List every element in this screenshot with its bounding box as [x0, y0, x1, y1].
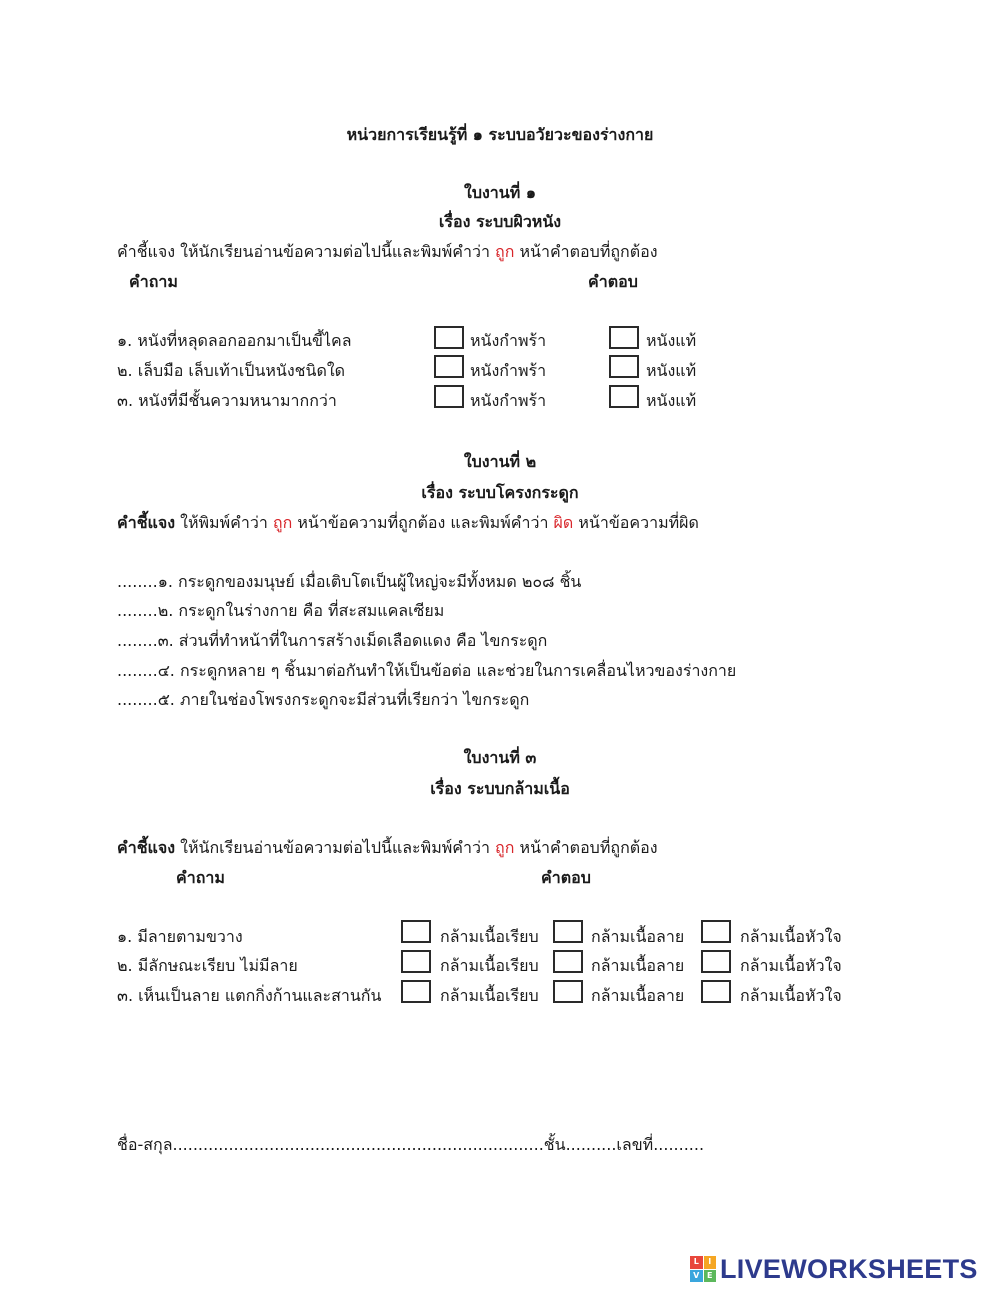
ws1-instr-post: หน้าคำตอบที่ถูกต้อง: [519, 242, 658, 261]
ws3-q2-option-2: กล้ามเนื้อลาย: [591, 956, 685, 975]
ws3-q1-option-2: กล้ามเนื้อลาย: [591, 927, 685, 946]
ws2-instr-wrong-word: ผิด: [553, 513, 574, 532]
liveworksheets-logo: [690, 1254, 978, 1284]
ws1-q3-option-2: หนังแท้: [646, 391, 697, 410]
ws2-item-3[interactable]: ........๓. ส่วนที่ทำหน้าที่ในการสร้างเม็ดเลือดแดง คือ ไขกระดูก: [117, 631, 548, 650]
ws2-topic: เรื่อง ระบบโครงกระดูก: [421, 483, 579, 502]
ws3-q1-answer-box-1[interactable]: [401, 920, 431, 943]
ws3-question-text: ๓. เห็นเป็นลาย แตกกิ่งก้านและสานกัน: [117, 986, 382, 1005]
ws3-q3-option-2: กล้ามเนื้อลาย: [591, 986, 685, 1005]
logo-tile: I: [704, 1256, 717, 1269]
unit-title: หน่วยการเรียนรู้ที่ ๑ ระบบอวัยวะของร่างกาย: [346, 125, 654, 144]
ws1-q1-option-2: หนังแท้: [646, 331, 697, 350]
ws1-q3-option-1: หนังกำพร้า: [470, 391, 547, 410]
ws3-instr-pre: ให้นักเรียนอ่านข้อความต่อไปนี้และพิมพ์คำว่า: [180, 838, 490, 857]
ws2-instr-correct-word: ถูก: [272, 513, 293, 532]
ws2-instr-b: หน้าข้อความที่ถูกต้อง และพิมพ์คำว่า: [297, 513, 549, 532]
ws2-item-5[interactable]: ........๕. ภายในช่องโพรงกระดูกจะมีส่วนที่เรียกว่า ไขกระดูก: [117, 690, 530, 709]
ws1-q2-option-2: หนังแท้: [646, 361, 697, 380]
ws2-item-4[interactable]: ........๔. กระดูกหลาย ๆ ชิ้นมาต่อกันทำให้เป็นข้อต่อ และช่วยในการเคลื่อนไหวของร่างกาย: [117, 661, 737, 680]
ws3-title: ใบงานที่ ๓: [463, 748, 537, 767]
ws2-item-2[interactable]: ........๒. กระดูกในร่างกาย คือ ที่สะสมแคลเซียม: [117, 601, 445, 620]
ws2-instr-a: ให้พิมพ์คำว่า: [180, 513, 268, 532]
ws3-q2-option-3: กล้ามเนื้อหัวใจ: [740, 956, 842, 975]
ws1-q2-answer-box-1[interactable]: [434, 355, 464, 378]
ws1-q1-answer-box-2[interactable]: [609, 326, 639, 349]
student-info-line[interactable]: ชื่อ-สกุล.........................................................................ชั้น..........เลขที่..........: [117, 1135, 705, 1154]
ws1-question-text: ๓. หนังที่มีชั้นความหนามากกว่า: [117, 391, 337, 410]
ws3-question-text: ๒. มีลักษณะเรียบ ไม่มีลาย: [117, 956, 298, 975]
ws1-col-answer: คำตอบ: [588, 272, 638, 291]
ws1-q2-option-1: หนังกำพร้า: [470, 361, 547, 380]
ws1-q1-option-1: หนังกำพร้า: [470, 331, 547, 350]
ws1-topic: เรื่อง ระบบผิวหนัง: [438, 212, 562, 231]
liveworksheets-logo-icon: [690, 1256, 716, 1282]
ws3-instr-correct-word: ถูก: [495, 838, 515, 857]
ws1-instructions: [117, 242, 658, 262]
logo-tile: V: [690, 1270, 703, 1283]
ws3-q3-option-3: กล้ามเนื้อหัวใจ: [740, 986, 842, 1005]
liveworksheets-logo-text: LIVEWORKSHEETS: [720, 1254, 978, 1284]
ws3-q3-answer-box-1[interactable]: [401, 980, 431, 1003]
ws1-col-question: คำถาม: [129, 272, 178, 291]
ws3-q2-answer-box-3[interactable]: [701, 950, 731, 973]
ws2-title: ใบงานที่ ๒: [463, 452, 537, 471]
ws3-q3-option-1: กล้ามเนื้อเรียบ: [440, 986, 539, 1005]
ws1-question-text: ๑. หนังที่หลุดลอกออกมาเป็นขี้ไคล: [117, 331, 352, 350]
ws1-instr-pre: คำชี้แจง ให้นักเรียนอ่านข้อความต่อไปนี้และพิมพ์คำว่า: [117, 242, 490, 261]
ws3-q2-answer-box-1[interactable]: [401, 950, 431, 973]
ws1-q2-answer-box-2[interactable]: [609, 355, 639, 378]
ws2-item-1[interactable]: ........๑. กระดูกของมนุษย์ เมื่อเติบโตเป็นผู้ใหญ่จะมีทั้งหมด ๒๐๘ ชิ้น: [117, 572, 582, 591]
ws3-col-question: คำถาม: [176, 868, 225, 887]
ws3-col-answer: คำตอบ: [541, 868, 591, 887]
ws1-title: ใบงานที่ ๑: [464, 183, 536, 202]
ws2-instructions: [117, 513, 699, 533]
ws1-question-text: ๒. เล็บมือ เล็บเท้าเป็นหนังชนิดใด: [117, 361, 346, 380]
ws3-q2-answer-box-2[interactable]: [553, 950, 583, 973]
logo-tile: L: [690, 1256, 703, 1269]
ws3-instr-label: คำชี้แจง: [117, 838, 176, 857]
ws1-q1-answer-box-1[interactable]: [434, 326, 464, 349]
ws3-question-text: ๑. มีลายตามขวาง: [117, 927, 243, 946]
ws2-instr-label: คำชี้แจง: [117, 513, 176, 532]
ws1-q3-answer-box-1[interactable]: [434, 385, 464, 408]
ws3-q2-option-1: กล้ามเนื้อเรียบ: [440, 956, 539, 975]
ws3-instructions: [117, 838, 658, 858]
ws3-q3-answer-box-3[interactable]: [701, 980, 731, 1003]
ws3-q1-answer-box-2[interactable]: [553, 920, 583, 943]
ws1-q3-answer-box-2[interactable]: [609, 385, 639, 408]
ws3-q3-answer-box-2[interactable]: [553, 980, 583, 1003]
ws2-instr-c: หน้าข้อความที่ผิด: [578, 513, 699, 532]
ws3-q1-option-1: กล้ามเนื้อเรียบ: [440, 927, 539, 946]
ws3-instr-post: หน้าคำตอบที่ถูกต้อง: [519, 838, 658, 857]
ws3-q1-answer-box-3[interactable]: [701, 920, 731, 943]
ws3-topic: เรื่อง ระบบกล้ามเนื้อ: [430, 779, 570, 798]
ws3-q1-option-3: กล้ามเนื้อหัวใจ: [740, 927, 842, 946]
logo-tile: E: [704, 1270, 717, 1283]
ws1-instr-correct-word: ถูก: [495, 242, 515, 261]
